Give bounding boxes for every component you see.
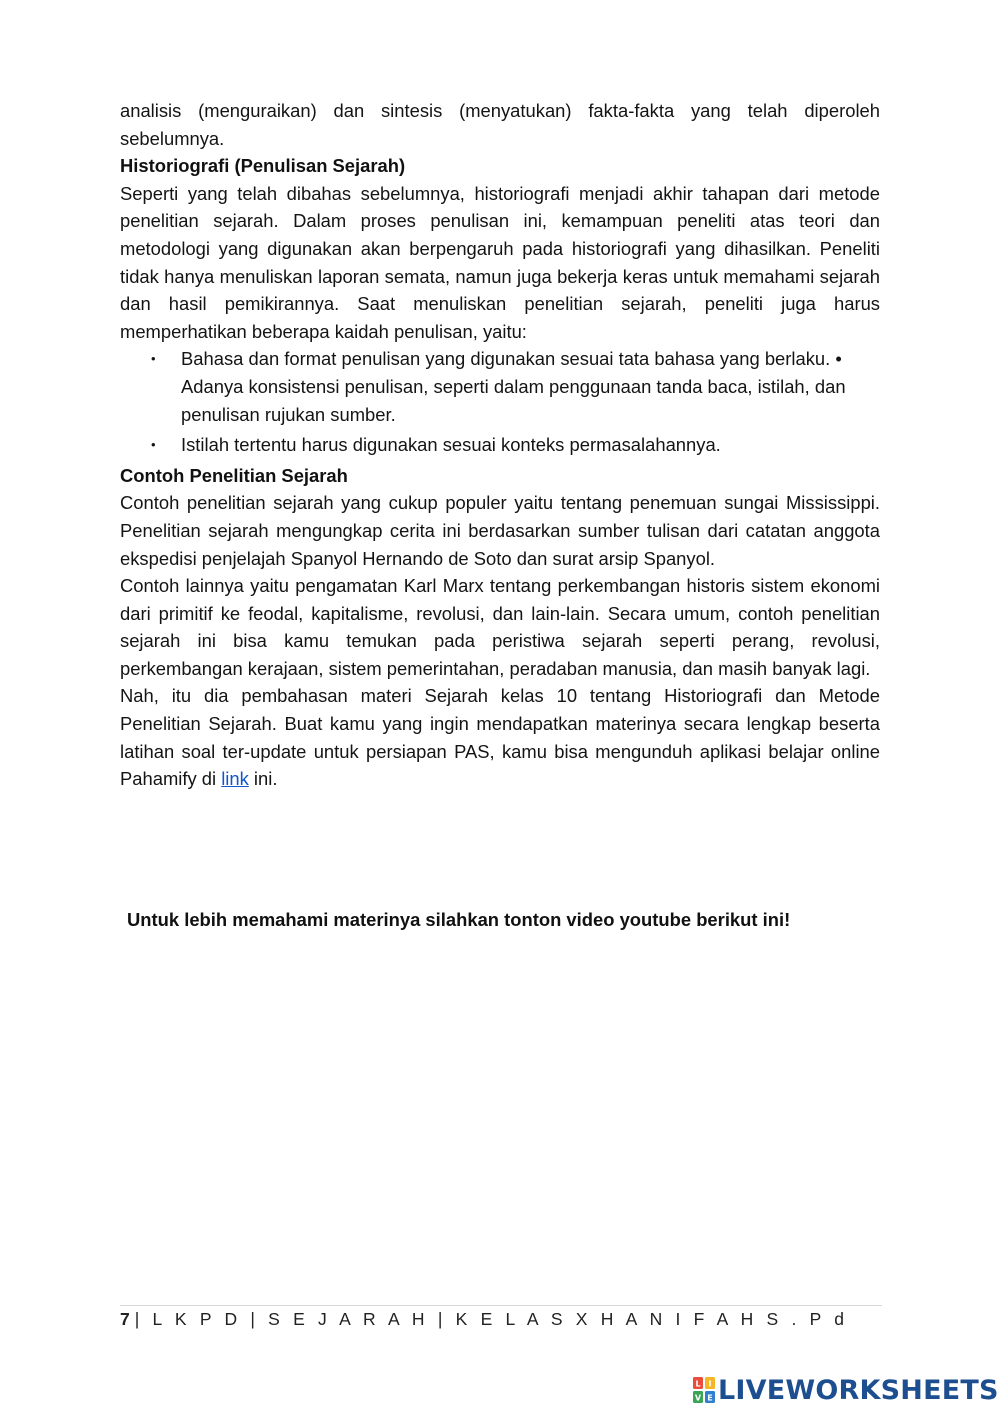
bullet-icon: •	[151, 351, 156, 367]
liveworksheets-brand[interactable]	[692, 1372, 999, 1408]
list-item	[120, 431, 880, 459]
liveworksheets-logo-icon	[692, 1376, 716, 1404]
section-heading-contoh: Contoh Penelitian Sejarah	[120, 464, 348, 486]
historiografi-paragraph: Seperti yang telah dibahas sebelumnya, historiografi menjadi akhir tahapan dari metode penelitian sejarah. Dalam proses penulisan ini, kemampuan peneliti atas teori dan metodologi yang digunakan akan berpengaruh pada historiografi yang dihasilkan. Peneliti tidak hanya menuliskan laporan semata, namun juga bekerja keras untuk memahami sejarah dan hasil pemikirannya. Saat menuliskan penelitian sejarah, peneliti juga harus memperhatikan beberapa kaidah penulisan, yaitu:	[120, 182, 880, 342]
list-item-text: Istilah tertentu harus digunakan sesuai konteks permasalahannya.	[181, 434, 721, 456]
writing-rules-list	[120, 345, 880, 458]
footer-text: | L K P D | S E J A R A H | K E L A S X H A N I F A H S . P d	[134, 1309, 849, 1329]
page-number: 7	[120, 1309, 130, 1329]
list-item	[120, 345, 880, 428]
paragraph-text: Nah, itu dia pembahasan materi Sejarah kelas 10 tentang Historiografi dan Metode Penelitian Sejarah. Buat kamu yang ingin mendapatkan materinya secara lengkap beserta latihan soal ter-update untuk persiapan PAS, kamu bisa mengunduh aplikasi belajar online Pahamify di	[120, 685, 880, 790]
pahamify-link[interactable]: link	[221, 768, 249, 790]
document-body	[120, 97, 880, 793]
brand-name: LIVEWORKSHEETS	[718, 1374, 999, 1406]
contoh-paragraph-3	[120, 682, 880, 792]
page-footer	[120, 1307, 848, 1331]
intro-paragraph: analisis (menguraikan) dan sintesis (menyatukan) fakta-fakta yang telah diperoleh sebelumnya.	[120, 100, 880, 149]
paragraph-text: ini.	[248, 768, 278, 790]
contoh-paragraph-2: Contoh lainnya yaitu pengamatan Karl Marx tentang perkembangan historis sistem ekonomi dari primitif ke feodal, kapitalisme, revolusi, dan lain-lain. Secara umum, contoh penelitian sejarah ini bisa kamu temukan pada peristiwa sejarah seperti perang, revolusi, perkembangan kerajaan, sistem pemerintahan, peradaban manusia, dan masih banyak lagi.	[120, 575, 880, 679]
video-call-to-action: Untuk lebih memahami materinya silahkan tonton video youtube berikut ini!	[127, 909, 791, 930]
section-heading-historiografi: Historiografi (Penulisan Sejarah)	[120, 155, 406, 177]
footer-divider	[120, 1305, 882, 1306]
logo-letter: E	[707, 1393, 713, 1403]
contoh-paragraph-1: Contoh penelitian sejarah yang cukup populer yaitu tentang penemuan sungai Mississippi. Penelitian sejarah mengungkap cerita ini berdasarkan sumber tulisan dari catatan anggota ekspedisi penjelajah Spanyol Hernando de Soto dan surat arsip Spanyol.	[120, 492, 880, 569]
list-item-text: Bahasa dan format penulisan yang digunakan sesuai tata bahasa yang berlaku. • Adanya konsistensi penulisan, seperti dalam penggunaan tanda baca, istilah, dan penulisan rujukan sumber.	[181, 348, 846, 425]
logo-letter: I	[708, 1379, 712, 1389]
logo-letter: V	[694, 1393, 702, 1403]
logo-letter: L	[695, 1379, 701, 1389]
bullet-icon: •	[151, 437, 156, 453]
